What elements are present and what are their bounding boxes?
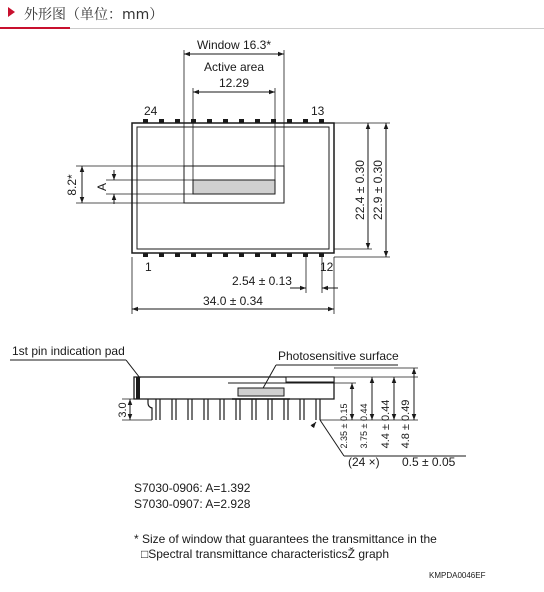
- footnote-line-2: □Spectral transmittance characteristicsŽ graph: [141, 547, 390, 561]
- dim-48-label: 4.8 ± 0.49: [400, 399, 412, 449]
- pin-width-label: 0.5 ± 0.05: [402, 455, 456, 469]
- dim-30-label: 3.0: [117, 402, 129, 418]
- active-area: [193, 180, 275, 194]
- a-label: A: [95, 182, 109, 192]
- side-pins: [148, 399, 320, 420]
- footnote-line-1: * Size of window that guarantees the transmittance in the: [134, 532, 437, 546]
- pin-1-label: 1: [145, 260, 152, 274]
- section-title: 外形图（单位：mm）: [24, 7, 164, 23]
- window-label: Window 16.3*: [196, 38, 272, 52]
- dim-224-label: 22.4 ± 0.30: [353, 160, 367, 220]
- total-width-label: 34.0 ± 0.34: [203, 294, 263, 308]
- dim-375-label: 3.75 ± 0.44: [359, 403, 369, 449]
- active-width-value: 12.29: [218, 76, 250, 90]
- document-id: KMPDA0046EF: [429, 571, 486, 580]
- active-area-label: Active area: [203, 60, 265, 74]
- pin-24-label: 24: [144, 104, 158, 118]
- side-view: [10, 360, 466, 456]
- dim-44-label: 4.4 ± 0.44: [380, 399, 392, 449]
- model-0906-note: S7030-0906: A=1.392: [134, 481, 251, 495]
- model-0907-note: S7030-0907: A=2.928: [134, 497, 251, 511]
- dim-229-label: 22.9 ± 0.30: [371, 160, 385, 220]
- photosensitive-label: Photosensitive surface: [278, 349, 399, 363]
- pin-pad-label: 1st pin indication pad: [12, 344, 125, 358]
- pitch-label: 2.54 ± 0.13: [232, 274, 292, 288]
- height-82-label: 8.2*: [65, 174, 79, 196]
- pin-count-label: (24 ×): [348, 455, 380, 469]
- pin-12-label: 12: [320, 260, 334, 274]
- pin-13-label: 13: [311, 104, 325, 118]
- side-view-labels: [12, 344, 456, 469]
- top-view-labels: [65, 38, 385, 308]
- dim-235-label: 2.35 ± 0.15: [339, 403, 349, 449]
